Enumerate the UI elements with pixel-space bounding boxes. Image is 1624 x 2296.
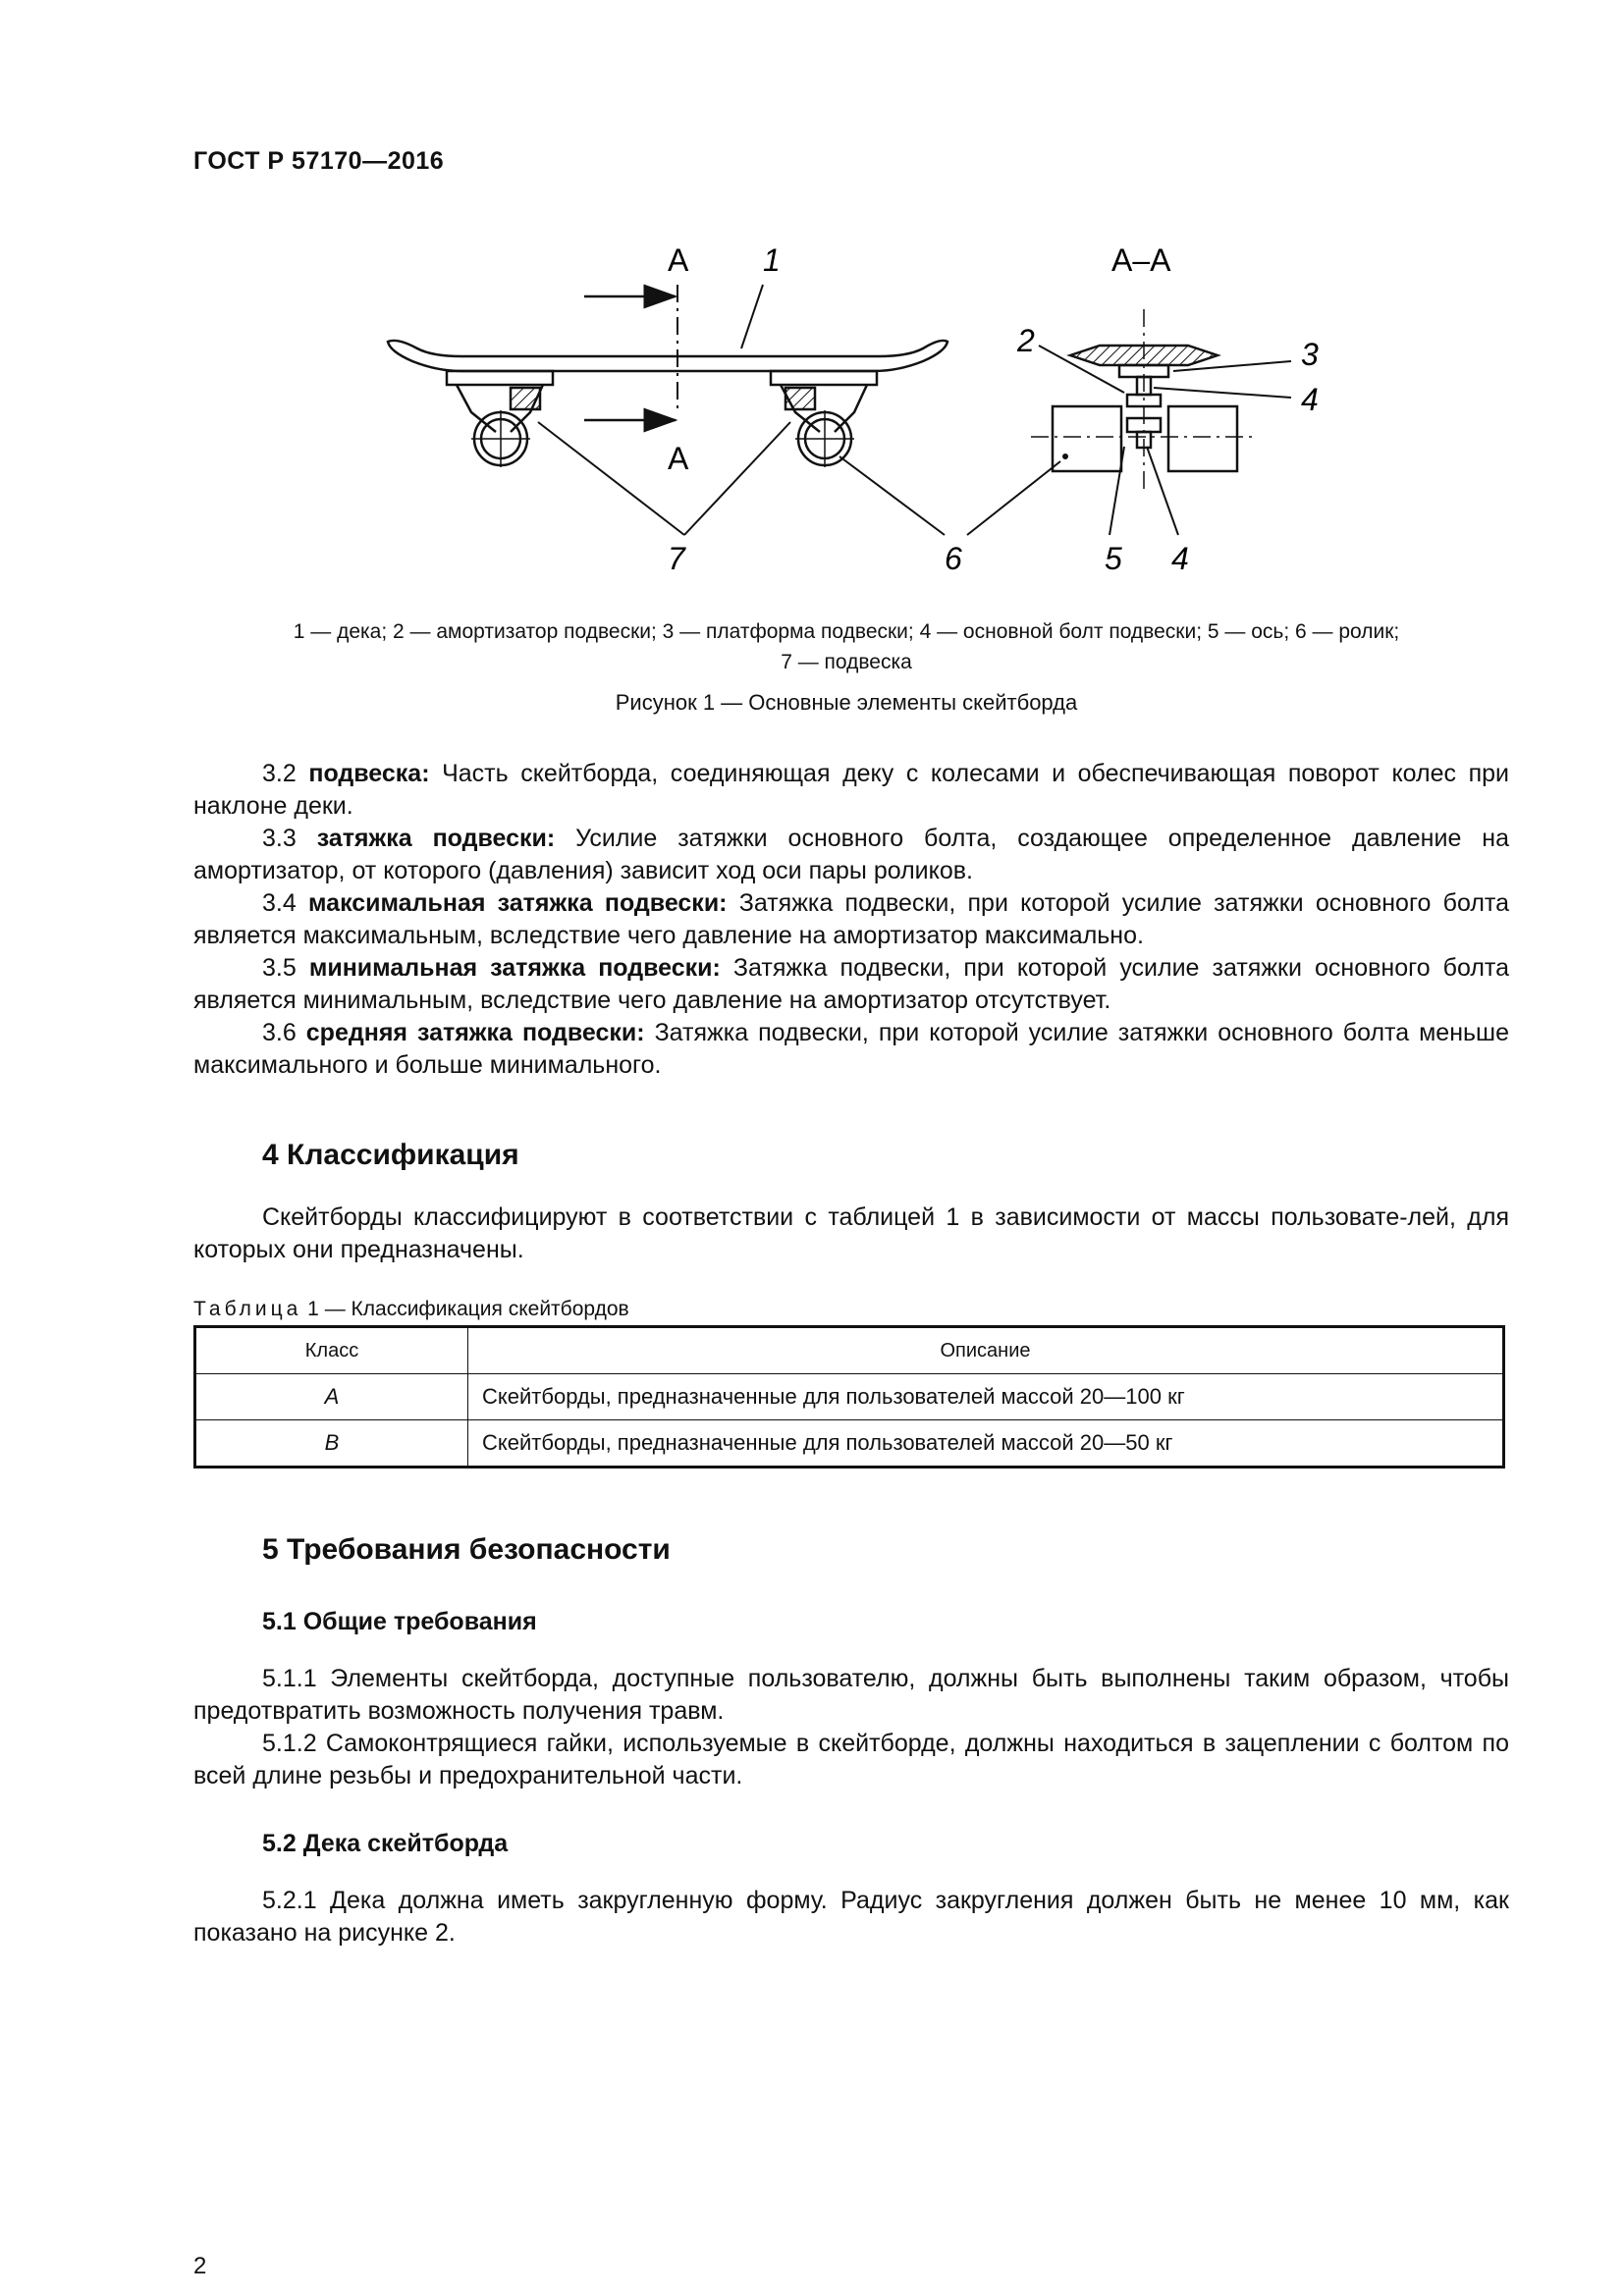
page-number: 2 <box>193 2253 207 2279</box>
section-5-2-text <box>193 1885 1509 1949</box>
table-header-class: Класс <box>195 1327 468 1374</box>
figure-legend-line-2: 7 — подвеска <box>781 651 912 673</box>
table-row <box>195 1374 1504 1420</box>
callout-4-top: 4 <box>1301 382 1319 417</box>
definitions-block <box>193 758 1509 1082</box>
table-cell-class: A <box>195 1374 468 1420</box>
subsection-5-2-heading: 5.2 Дека скейтборда <box>262 1830 509 1857</box>
paragraph-5-1-2: 5.1.2 Самоконтрящиеся гайки, используемые в скейтборде, должны находиться в зацеплении с болтом по всей длине резьбы и предохранительной части. <box>193 1730 1509 1789</box>
right-roller-section <box>1168 406 1237 471</box>
section-5-1-text <box>193 1663 1509 1792</box>
section-label-top: A <box>668 242 689 278</box>
section-4-heading: 4 Классификация <box>262 1139 519 1171</box>
definition-3-4: 3.4 максимальная затяжка подвески: Затяжка подвески, при которой усилие затяжки основного болта является максимальным, вследствие чего давление на амортизатор максимально. <box>193 889 1509 949</box>
table-cell-class: B <box>195 1420 468 1468</box>
paragraph-5-1-1: 5.1.1 Элементы скейтборда, доступные пользователю, должны быть выполнены таким образом, чтобы предотвратить возможность получения травм. <box>193 1665 1509 1725</box>
figure-1-skateboard-drawing <box>363 231 1463 584</box>
definition-3-2: 3.2 подвеска: Часть скейтборда, соединяющая деку с колесами и обеспечивающая поворот колес при наклоне деки. <box>193 760 1509 820</box>
left-roller-section <box>1053 406 1121 471</box>
callout-1: 1 <box>763 242 781 278</box>
callout-3: 3 <box>1301 337 1319 372</box>
definition-3-5: 3.5 минимальная затяжка подвески: Затяжка подвески, при которой усилие затяжки основного болта является минимальным, вследствие чего давление на амортизатор отсутствует. <box>193 954 1510 1014</box>
table-header-row <box>195 1327 1504 1374</box>
table-1-caption: Таблица 1 — Классификация скейтбордов <box>193 1298 629 1320</box>
figure-legend <box>193 616 1499 677</box>
paragraph-5-2-1: 5.2.1 Дека должна иметь закругленную форму. Радиус закругления должен быть не менее 10 мм, как показано на рисунке 2. <box>193 1887 1509 1947</box>
callout-2: 2 <box>1017 323 1035 358</box>
document-code: ГОСТ Р 57170—2016 <box>193 147 445 175</box>
table-cell-description: Скейтборды, предназначенные для пользователей массой 20—100 кг <box>468 1374 1504 1420</box>
section-5-heading: 5 Требования безопасности <box>262 1533 671 1566</box>
table-header-description: Описание <box>468 1327 1504 1374</box>
table-cell-description: Скейтборды, предназначенные для пользователей массой 20—50 кг <box>468 1420 1504 1468</box>
subsection-5-1-heading: 5.1 Общие требования <box>262 1608 537 1635</box>
deck-shape <box>388 341 947 371</box>
classification-table <box>193 1325 1505 1468</box>
section-view-label: A–A <box>1111 242 1171 278</box>
figure-legend-line-1: 1 — дека; 2 — амортизатор подвески; 3 — платформа подвески; 4 — основной болт подвески; 5 — ось; 6 — ролик; <box>293 620 1400 643</box>
table-row <box>195 1420 1504 1468</box>
callout-5: 5 <box>1105 541 1122 576</box>
callout-4-bottom: 4 <box>1171 541 1189 576</box>
definition-3-3: 3.3 затяжка подвески: Усилие затяжки основного болта, создающее определенное давление на амортизатор, от которого (давления) зависит ход оси пары роликов. <box>193 825 1509 884</box>
callout-6: 6 <box>945 541 962 576</box>
deck-section <box>1070 346 1218 365</box>
figure-caption: Рисунок 1 — Основные элементы скейтборда <box>615 690 1078 715</box>
definition-3-6: 3.6 средняя затяжка подвески: Затяжка подвески, при которой усилие затяжки основного болта меньше максимального и больше минимального. <box>193 1019 1509 1079</box>
callout-7: 7 <box>668 541 685 576</box>
section-label-bottom: A <box>668 441 689 476</box>
section-4-text: Скейтборды классифицируют в соответствии с таблицей 1 в зависимости от массы пользовате-лей, для которых они предназначены. <box>193 1203 1509 1263</box>
